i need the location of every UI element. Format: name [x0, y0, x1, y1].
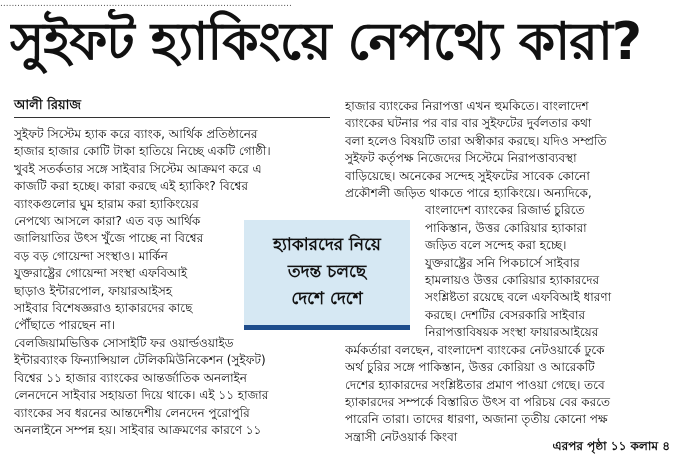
body-line: বলা হলেও বিষয়টি তারা অস্বীকার করছে। যদিও সম্প্রতি — [345, 133, 607, 148]
body-line: যুক্তরাষ্ট্রের গোয়েন্দা সংস্থা এফবিআই — [14, 266, 188, 281]
body-line: সুইফট সিস্টেম হ্যাক করে ব্যাংক, আর্থিক প্রতিষ্ঠানের — [14, 127, 258, 141]
body-line: হামলায়ও উত্তর কোরিয়ার হ্যাকারদের — [425, 273, 600, 288]
body-line: অনলাইনে সম্পন্ন হয়। সাইবার আক্রমণের কারণে ১১ — [14, 422, 262, 437]
body-line: জড়িত বলে সন্দেহ করা হচ্ছে। — [425, 238, 567, 253]
body-line: দেশের হ্যাকারদের সংশ্লিষ্টতার প্রমাণ পাওয়া গেছে। তবে — [345, 377, 605, 392]
top-strip-text: ...................................................................................................... — [0, 0, 292, 8]
body-line: লেনদেনে সাইবার সহায়তা দিয়ে থাকে। এই ১১ হাজার — [14, 388, 269, 403]
body-line: প্রকৌশলী জড়িত থাকতে পারে হ্যাকিংয়ে। অন্যদিকে, — [345, 186, 592, 201]
pull-quote-line: হ্যাকারদের নিয়ে — [273, 235, 381, 255]
body-line: বাড়িয়েছে। অনেকের সন্দেহ সুইফটের সাবেক কোনো — [345, 168, 590, 183]
author-byline: আলী রিয়াজ — [14, 98, 82, 113]
body-line: কাজটি করা হচ্ছে। কারা করছে এই হ্যাকিং? বিশ্বের — [14, 179, 248, 194]
body-line: ছাড়াও ইন্টারপোল, ফায়ারআইসহ — [14, 283, 173, 298]
body-line: হ্যাকারদের সম্পর্কে বিস্তারিত উৎস বা পরিচয় বের করতে — [345, 394, 611, 409]
body-line: সাইবার বিশেষজ্ঞরাও হ্যাকারদের কাছে — [14, 301, 193, 316]
body-line: জালিয়াতির উৎস খুঁজে পাচ্ছে না বিশ্বের — [14, 231, 204, 246]
body-line: অর্থ চুরির সঙ্গে পাকিস্তান, উত্তর কোরিয়া ও আরেকটি — [345, 360, 595, 375]
pull-quote-box — [244, 220, 410, 330]
byline-divider — [14, 117, 330, 118]
body-line: পারেনি তারা। তাদের ধারণা, অজানা তৃতীয় কোনো পক্ষ — [345, 412, 608, 427]
body-line: বড় বড় গোয়েন্দা সংস্থাও। মার্কিন — [14, 248, 168, 263]
body-line: ব্যাংকগুলোর ঘুম হারাম করা হ্যাকিংয়ের — [14, 196, 199, 211]
body-line: খুবই সতর্কতার সঙ্গে সাইবার সিস্টেম আক্রমণ করে এ — [14, 161, 262, 176]
body-line: সন্ত্রাসী নেটওয়ার্ক কিংবা — [345, 429, 458, 444]
body-line: নিরাপত্তাবিষয়ক সংস্থা ফায়ারআইয়ের — [425, 325, 599, 340]
body-line: পৌঁছাতে পারছেন না। — [14, 318, 116, 333]
pull-quote-line: দেশে দেশে — [291, 289, 363, 309]
body-line: কর্মকর্তারা বলছেন, বাংলাদেশ ব্যাংকের নেটওয়ার্কে ঢুকে — [345, 342, 605, 357]
body-line: ব্যাংকের ঘটনার পর বার বার সুইফটের দুর্বলতার কথা — [345, 116, 592, 131]
article-headline: সুইফট হ্যাকিংয়ে নেপথ্যে কারা? — [10, 12, 642, 72]
body-line: যুক্তরাষ্ট্রের সনি পিকচার্সে সাইবার — [425, 255, 580, 270]
body-line: ইন্টারব্যাংক ফিন্যান্সিয়াল টেলিকমিউনিকেশন (সুইফট) — [14, 353, 266, 368]
body-line: পাকিস্তান, উত্তর কোরিয়ার হ্যাকারা — [425, 220, 587, 235]
body-line: হাজার হাজার কোটি টাকা হাতিয়ে নিচ্ছে একটি গোষ্ঠী। — [14, 144, 271, 159]
body-line: বাংলাদেশ ব্যাংকের রিজার্ভ চুরিতে — [425, 203, 585, 218]
body-line: নেপথ্যে আসলে কারা? এত বড় আর্থিক — [14, 214, 201, 229]
continuation-note: এরপর পৃষ্ঠা ১১ কলাম ৪ — [552, 439, 670, 453]
body-line: বিশ্বের ১১ হাজার ব্যাংকের আন্তর্জাতিক অনলাইন — [14, 370, 247, 385]
body-line: সংশ্লিষ্টতা রয়েছে বলে এফবিআই ধারণা — [425, 290, 612, 305]
body-line: বেলজিয়ামভিত্তিক সোসাইটি ফর ওয়ার্ল্ডওয়াইড — [14, 335, 234, 350]
body-line: হাজার ব্যাংকের নিরাপত্তা এখন হুমকিতে। বাংলাদেশ — [345, 99, 589, 113]
body-line: সুইফট কর্তৃপক্ষ নিজেদের সিস্টেমে নিরাপত্তাব্যবস্থা — [345, 151, 577, 166]
pull-quote-line: তদন্ত চলছে — [287, 262, 367, 282]
body-line: করছে। দেশটির বেসরকারি সাইবার — [425, 307, 586, 322]
body-line: ব্যাংকের সব ধরনের আন্তদেশীয় লেনদেন পুরোপুরি — [14, 405, 250, 420]
